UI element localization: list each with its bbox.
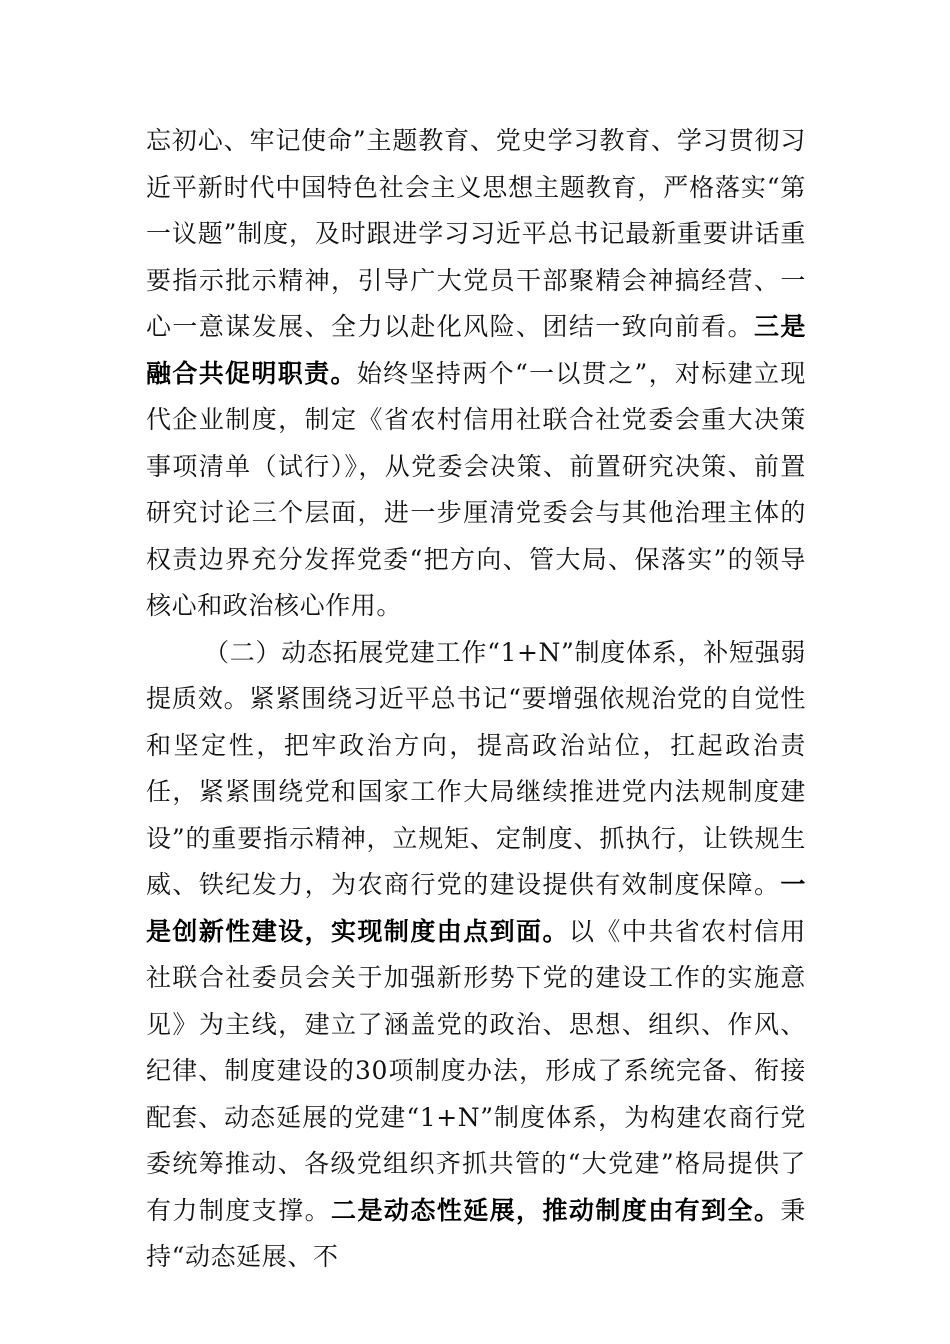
paragraph-2-text-b: 以《中共省农村信用社联合社委员会关于加强新形势下党的建设工作的实施意见》为主线，建立了涵盖党的政治、思想、组织、作风、纪律、制度建设的30项制度办法，形成了系统完备、衔接配套、动态延展的党建“1+N”制度体系，为构建农商行党委统筹推动、各级党组织齐抓共管的“大党建”格局提供了有力制度支撑。 [146,916,806,1225]
document-body [146,118,806,1281]
paragraph-2-text-a: 紧紧围绕习近平总书记“要增强依规治党的自觉性和坚定性，把牢政治方向，提高政治站位，扛起政治责任，紧紧围绕党和国家工作大局继续推进党内法规制度建设”的重要指示精神，立规矩、定制度、抓执行，让铁规生威、铁纪发力，为农商行党的建设提供有效制度保障。 [146,684,807,899]
paragraph-2-heading-two: 二是动态性延展，推动制度由有到全。 [331,1195,781,1225]
paragraph-1-text-b: 始终坚持两个“一以贯之”，对标建立现代企业制度，制定《省农村信用社联合社党委会重大决策事项清单（试行）》，从党委会决策、前置研究决策、前置研究讨论三个层面，进一步厘清党委会与其他治理主体的权责边界充分发挥党委“把方向、管大局、保落实”的领导核心和政治核心作用。 [146,358,806,620]
section-heading-two: （二）动态拓展党建工作“1+N”制度体系，补短强弱提质效。 [146,637,806,713]
paragraph-2 [146,630,806,1281]
paragraph-2-text-c: 秉持“动态延展、不 [146,1195,806,1271]
paragraph-1-text-a: 忘初心、牢记使命”主题教育、党史学习教育、学习贯彻习近平新时代中国特色社会主义思想主题教育，严格落实“第一议题”制度，及时跟进学习习近平总书记最新重要讲话重要指示批示精神，引导广大党员干部聚精会神搞经营、一心一意谋发展、全力以赴化风险、团结一致向前看。 [146,126,806,341]
paragraph-1-heading-three: 三是融合共促明职责。 [146,312,807,388]
paragraph-1 [146,118,806,630]
paragraph-2-heading-one: 一是创新性建设，实现制度由点到面。 [146,870,806,946]
